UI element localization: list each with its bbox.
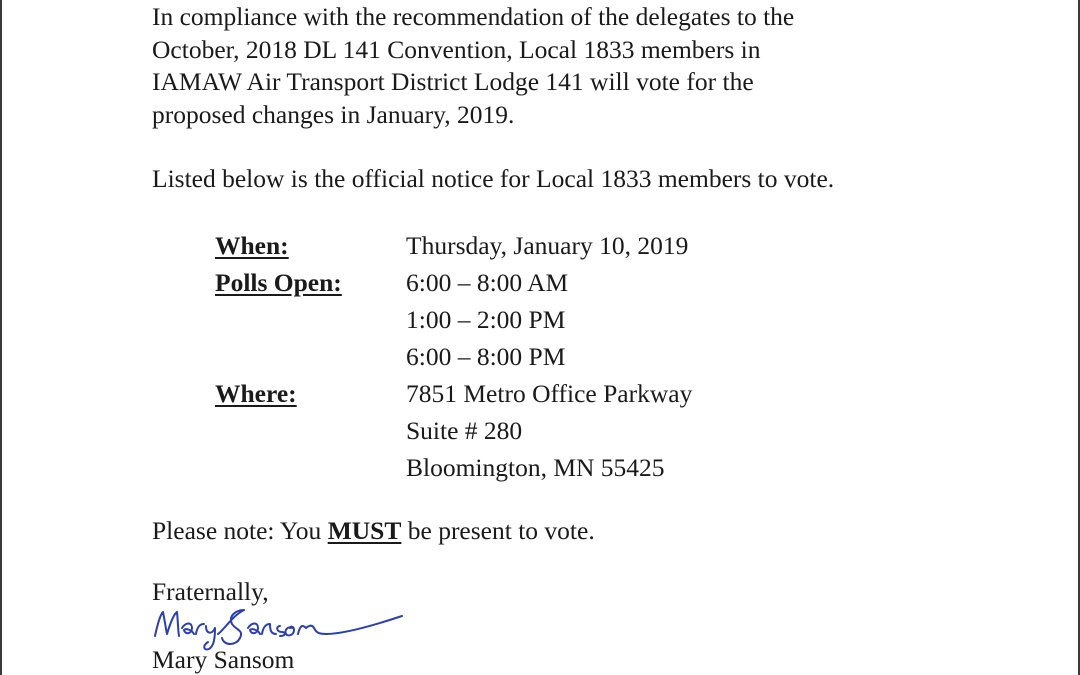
address-line-3: Bloomington, MN 55425 — [406, 453, 665, 482]
intro-paragraph — [152, 1, 794, 131]
note-prefix: Please note: You — [152, 516, 328, 545]
closing-salutation: Fraternally, — [152, 577, 269, 606]
polls-time-1: 6:00 – 8:00 AM — [406, 268, 569, 297]
polls-time-3: 6:00 – 8:00 PM — [406, 342, 566, 371]
intro-line-1: In compliance with the recommendation of the delegates to the — [152, 2, 795, 31]
address-line-1: 7851 Metro Office Parkway — [406, 379, 693, 408]
presence-note — [152, 515, 595, 548]
note-emphasis: MUST — [327, 516, 402, 545]
polls-time-2: 1:00 – 2:00 PM — [406, 305, 566, 334]
when-label: When: — [215, 231, 289, 260]
polls-open-label: Polls Open: — [215, 268, 342, 297]
note-suffix: be present to vote. — [401, 516, 595, 545]
intro-line-2: October, 2018 DL 141 Convention, Local 1833 members in — [152, 34, 761, 64]
where-label: Where: — [215, 379, 297, 408]
intro-line-4: proposed changes in January, 2019. — [152, 99, 515, 129]
notice-paragraph: Listed below is the official notice for Local 1833 members to vote. — [152, 164, 835, 193]
page-left-edge — [0, 0, 2, 675]
signer-name: Mary Sansom — [152, 645, 295, 674]
intro-line-3: IAMAW Air Transport District Lodge 141 will vote for the — [152, 67, 754, 96]
when-value: Thursday, January 10, 2019 — [406, 231, 689, 260]
address-line-2: Suite # 280 — [406, 416, 523, 445]
